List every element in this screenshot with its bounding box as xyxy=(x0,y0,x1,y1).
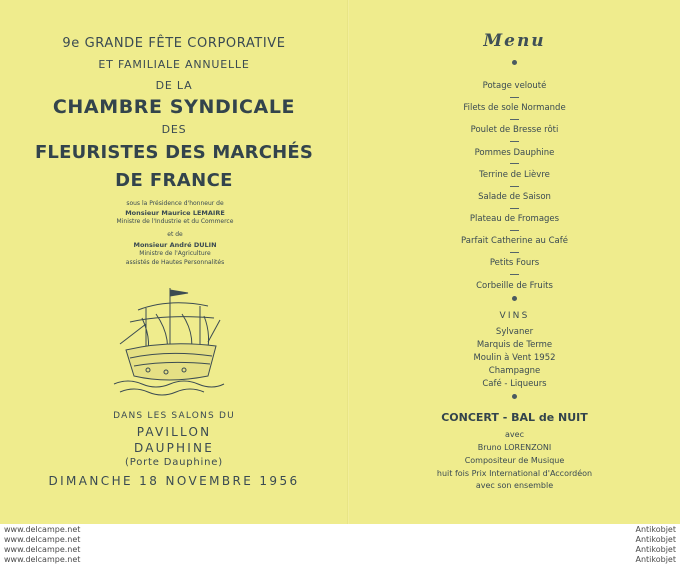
watermark-left: www.delcampe.net xyxy=(4,525,81,534)
menu-title: Menu xyxy=(483,31,546,51)
menu-dish: Corbeille de Fruits xyxy=(476,281,553,291)
watermark-left: www.delcampe.net xyxy=(4,545,81,554)
event-title-line1: 9e GRANDE FÊTE CORPORATIVE xyxy=(62,36,286,51)
venue-name-2: DAUPHINE xyxy=(134,441,214,455)
watermark-left: www.delcampe.net xyxy=(4,535,81,544)
organizer-trade: FLEURISTES DES MARCHÉS xyxy=(34,142,314,163)
menu-dish: Pommes Dauphine xyxy=(474,148,555,158)
dish-separator xyxy=(510,119,519,120)
concert-line: avec son ensemble xyxy=(475,481,554,490)
watermark-strip xyxy=(0,524,680,569)
concert-line: avec xyxy=(505,430,524,439)
watermark-right: Antikobjet xyxy=(635,555,676,564)
menu-dish: Salade de Saison xyxy=(478,192,551,202)
menu-dish: Filets de sole Normande xyxy=(463,103,566,113)
patron-name-2: Monsieur André DULIN xyxy=(133,241,217,249)
wine-item: Moulin à Vent 1952 xyxy=(473,353,556,363)
patron-role-2: Ministre de l'Agriculture xyxy=(139,250,211,257)
patron-role-1: Ministre de l'Industrie et du Commerce xyxy=(116,218,234,225)
organizer-country: DE FRANCE xyxy=(115,170,233,191)
event-title-line3: DE LA xyxy=(155,79,193,92)
organizer-des: DES xyxy=(161,123,187,136)
right-panel xyxy=(349,0,680,524)
watermark-right: Antikobjet xyxy=(635,535,676,544)
menu-dish: Potage velouté xyxy=(482,81,547,91)
wines-heading: VINS xyxy=(499,311,530,321)
menu-dish: Plateau de Fromages xyxy=(469,214,560,224)
dish-separator xyxy=(510,163,519,164)
watermark-right: Antikobjet xyxy=(635,545,676,554)
wine-item: Marquis de Terme xyxy=(476,340,553,350)
event-title-line2: ET FAMILIALE ANNUELLE xyxy=(98,58,250,71)
event-date: DIMANCHE 18 NOVEMBRE 1956 xyxy=(48,474,300,488)
dish-separator xyxy=(510,230,519,231)
dish-separator xyxy=(510,274,519,275)
sailing-ship-illustration xyxy=(108,284,228,402)
venue-name-1: PAVILLON xyxy=(136,425,212,439)
dish-separator xyxy=(510,97,519,98)
dish-separator xyxy=(510,252,519,253)
concert-title: CONCERT - BAL de NUIT xyxy=(441,411,588,424)
wine-item: Café - Liqueurs xyxy=(482,379,547,389)
dish-separator xyxy=(510,208,519,209)
patronage-intro: sous la Présidence d'honneur de xyxy=(126,200,224,207)
bullet-dot xyxy=(512,394,517,399)
dish-separator xyxy=(510,186,519,187)
patron-name-1: Monsieur Maurice LEMAIRE xyxy=(125,209,225,217)
bullet-dot xyxy=(512,296,517,301)
concert-line: huit fois Prix International d'Accordéon xyxy=(436,469,593,478)
concert-line: Compositeur de Musique xyxy=(464,456,565,465)
left-panel xyxy=(0,0,348,524)
organizer-name: CHAMBRE SYNDICALE xyxy=(52,96,296,118)
watermark-left: www.delcampe.net xyxy=(4,555,81,564)
venue-intro: DANS LES SALONS DU xyxy=(113,411,235,421)
menu-dish: Terrine de Lièvre xyxy=(479,170,550,180)
bullet-dot xyxy=(512,60,517,65)
menu-dish: Poulet de Bresse rôti xyxy=(470,125,559,135)
watermark-right: Antikobjet xyxy=(635,525,676,534)
wine-item: Sylvaner xyxy=(495,327,534,337)
patronage-and: et de xyxy=(167,231,183,238)
dish-separator xyxy=(510,141,519,142)
venue-location: (Porte Dauphine) xyxy=(125,457,223,468)
patronage-assist: assistés de Hautes Personnalités xyxy=(125,259,225,266)
menu-dish: Petits Fours xyxy=(489,258,540,268)
concert-line: Bruno LORENZONI xyxy=(477,443,552,452)
menu-dish: Parfait Catherine au Café xyxy=(461,236,568,246)
wine-item: Champagne xyxy=(488,366,541,376)
